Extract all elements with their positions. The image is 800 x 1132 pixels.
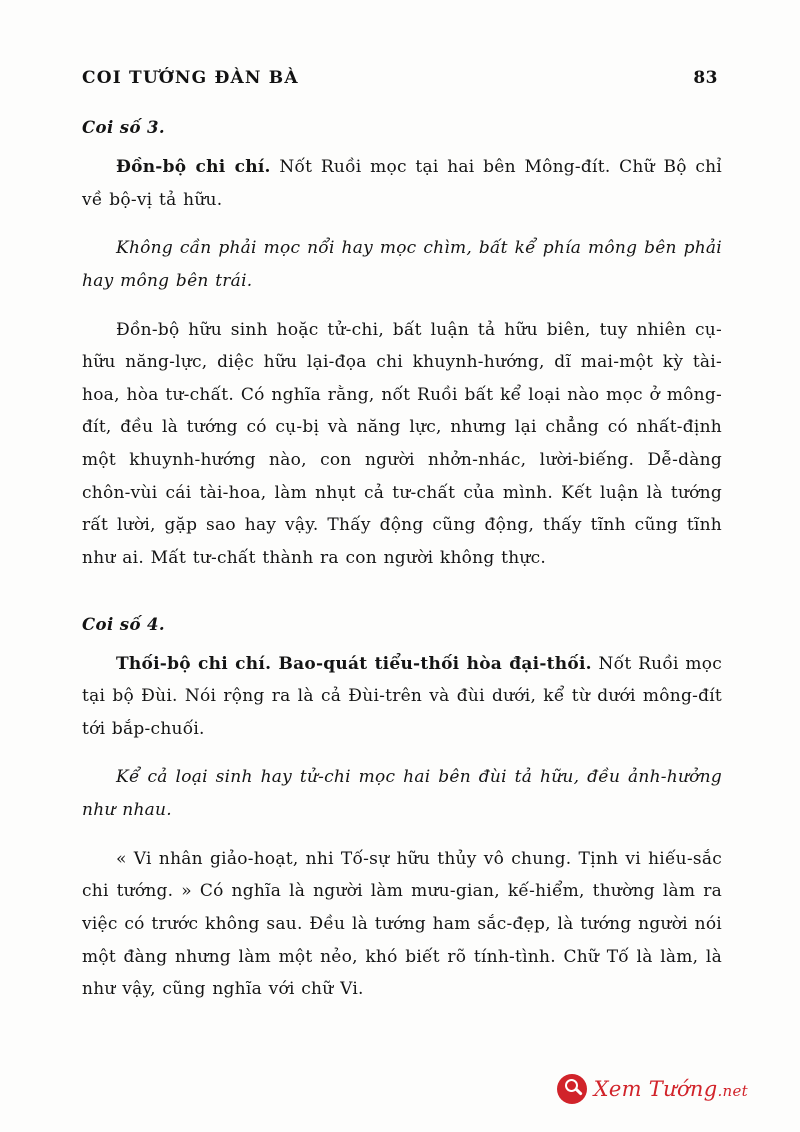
paragraph-lead: Thối-bộ chi chí. Bao-quát tiểu-thối hòa đại-thối. <box>116 653 592 674</box>
page-content <box>82 118 722 1022</box>
paragraph-text: Đồn-bộ hữu sinh hoặc tử-chi, bất luận tả hữu biên, tuy nhiên cụ-hữu năng-lực, diệc hữu lại-đọa chi khuynh-hướng, dĩ mai-một kỳ tài-hoa, hòa tư-chất. Có nghĩa rằng, nốt Ruồi bất kể loại nào mọc ở mông-đít, đều là tướng có cụ-bị và năng lực, nhưng lại chẳng có nhất-định một khuynh-hướng nào, con người nhởn-nhác, lười-biếng. Dễ-dàng chôn-vùi cái tài-hoa, làm nhụt cả tư-chất của mình. Kết luận là tướng rất lười, gặp sao hay vậy. Thấy động cũng động, thấy tĩnh cũng tĩnh như ai. Mất tư-chất thành ra con người không thực. <box>82 319 722 568</box>
running-head: COI TƯỚNG ĐÀN BÀ <box>82 68 299 88</box>
page-number: 83 <box>693 68 718 88</box>
watermark-label <box>594 1077 748 1101</box>
watermark-name: Xem Tướng <box>593 1077 718 1101</box>
paragraph-text: Kể cả loại sinh hay tử-chi mọc hai bên đùi tả hữu, đều ảnh-hưởng như nhau. <box>82 767 722 820</box>
paragraph-text: « Vi nhân giảo-hoạt, nhi Tố-sự hữu thủy vô chung. Tịnh vi hiếu-sắc chi tướng. » Có nghĩa là người làm mưu-gian, kế-hiểm, thường làm ra việc có trước không sau. Đều là tướng ham sắc-đẹp, là tướng người nói một đàng nhưng làm một nẻo, khó biết rõ tính-tình. Chữ Tố là làm, là như vậy, cũng nghĩa với chữ Vi. <box>82 848 722 1000</box>
section-coi-so-3 <box>82 118 722 575</box>
page-header <box>82 68 718 88</box>
paragraph-lead: Đồn-bộ chi chí. <box>116 157 271 177</box>
watermark-tld: .net <box>717 1082 748 1100</box>
section-spacer <box>82 591 722 615</box>
section-label: Coi số 3. <box>82 118 166 137</box>
section-coi-so-4 <box>82 615 722 1006</box>
site-watermark <box>557 1074 748 1104</box>
magnifier-icon <box>557 1074 587 1104</box>
paragraph <box>82 843 722 1006</box>
paragraph <box>82 648 722 746</box>
paragraph <box>82 151 722 216</box>
paragraph-text: Nốt Ruồi mọc tại hai bên Mông-đít. Chữ Bộ chỉ về bộ-vị tả hữu. <box>82 157 722 210</box>
paragraph <box>82 314 722 575</box>
paragraph-text: Không cần phải mọc nổi hay mọc chìm, bất kể phía mông bên phải hay mông bên trái. <box>82 238 722 291</box>
paragraph <box>82 232 722 297</box>
paragraph <box>82 761 722 826</box>
section-label: Coi số 4. <box>82 614 166 634</box>
paragraph-text: Nốt Ruồi mọc tại bộ Đùi. Nói rộng ra là cả Đùi-trên và đùi dưới, kể từ dưới mông-đít tới bắp-chuối. <box>82 653 723 739</box>
